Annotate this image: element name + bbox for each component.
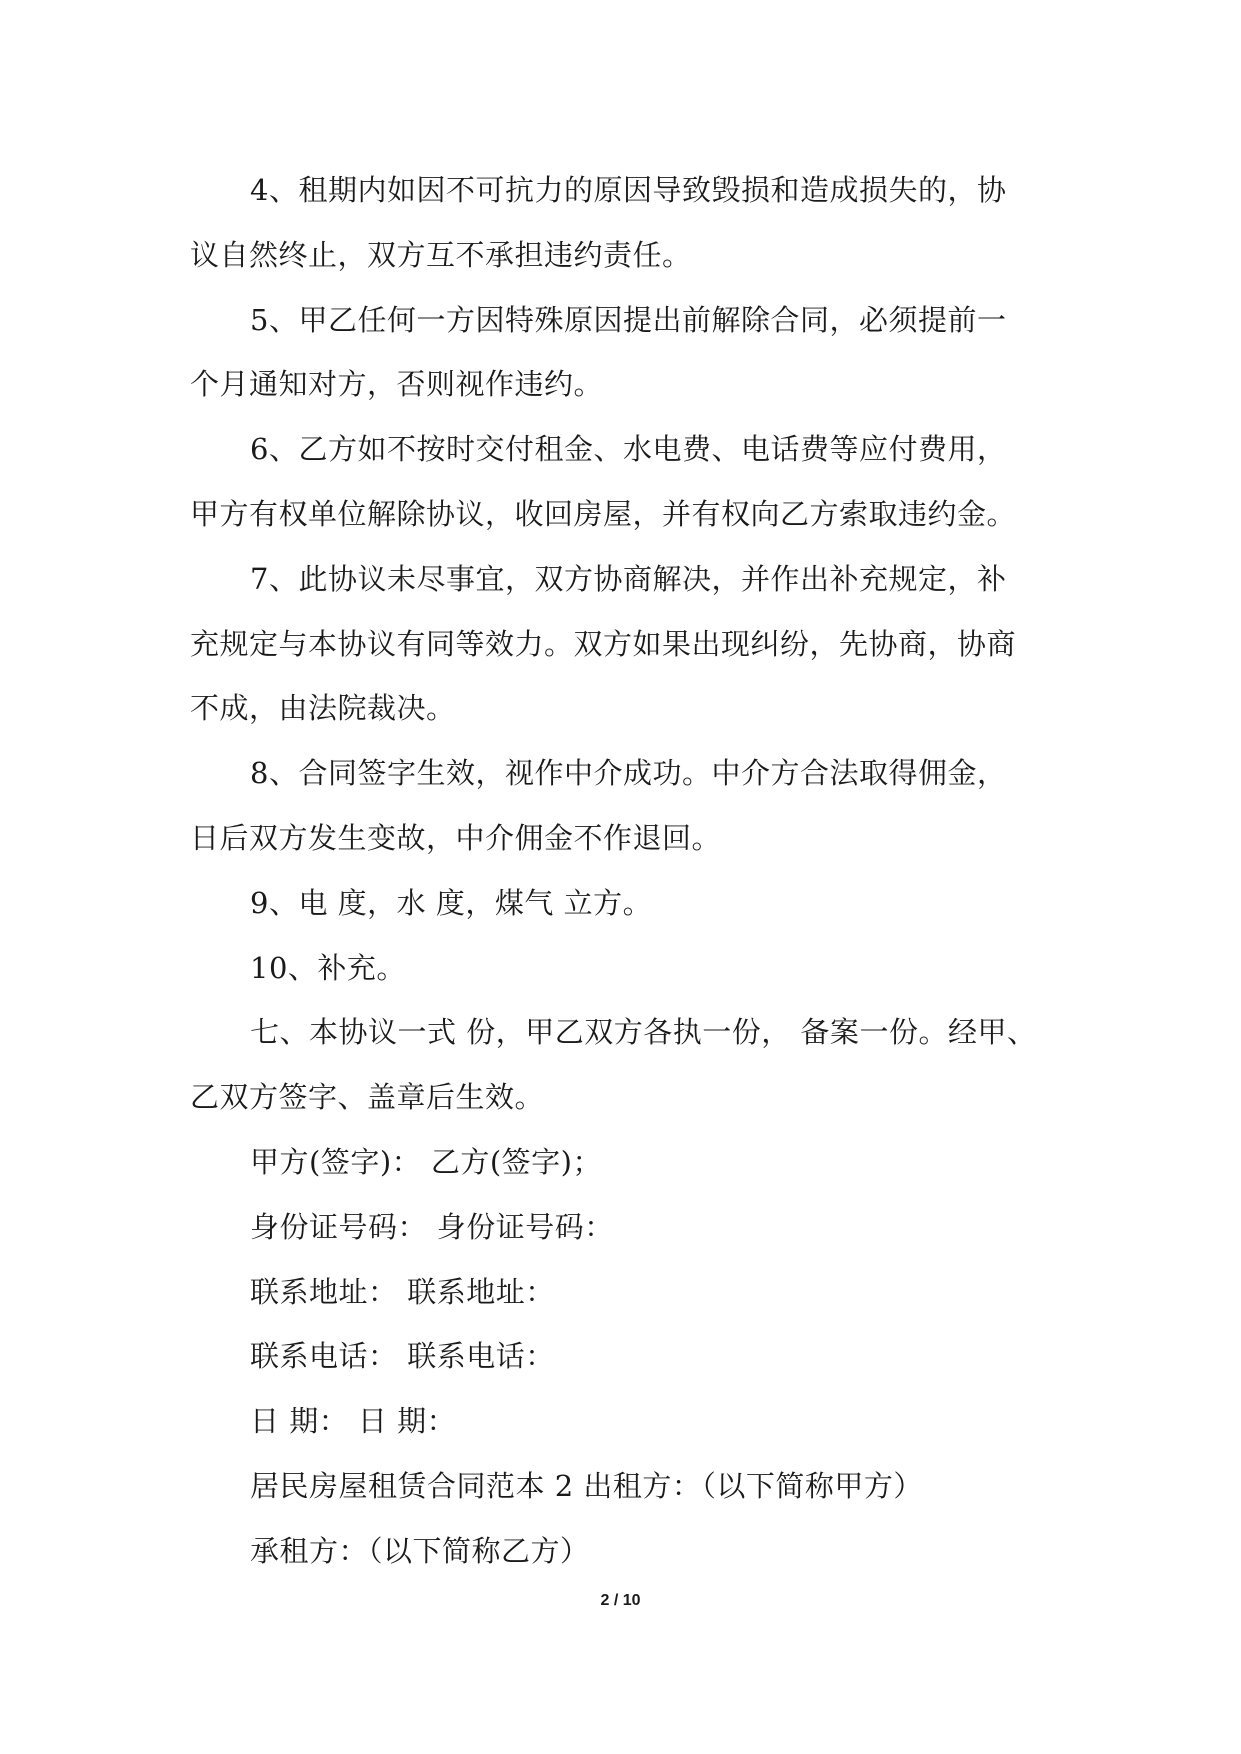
address-line: 联系地址： 联系地址： — [250, 1274, 555, 1309]
clause-7-line-2: 充规定与本协议有同等效力。双方如果出现纠纷，先协商，协商 — [190, 626, 1017, 661]
clause-5-line-1: 5、甲乙任何一方因特殊原因提出前解除合同，必须提前一 — [250, 302, 1007, 337]
clause-7-line-1: 7、此协议未尽事宜，双方协商解决，并作出补充规定，补 — [250, 561, 1007, 596]
clause-8-line-2: 日后双方发生变故，中介佣金不作退回。 — [190, 820, 722, 855]
signature-line: 甲方(签字)： 乙方(签字)； — [250, 1144, 602, 1179]
clause-5-line-2: 个月通知对方，否则视作违约。 — [190, 367, 604, 402]
phone-line: 联系电话： 联系电话： — [250, 1339, 555, 1374]
section-7-line-2: 乙双方签字、盖章后生效。 — [190, 1080, 545, 1115]
page-number: 2 / 10 — [600, 1592, 641, 1609]
clause-9-line: 9、电 度，水 度，煤气 立方。 — [250, 885, 653, 920]
tenant-line: 承租方：（以下简称乙方） — [250, 1533, 590, 1568]
clause-6-line-1: 6、乙方如不按时交付租金、水电费、电话费等应付费用， — [250, 432, 1007, 467]
clause-4-line-1: 4、租期内如因不可抗力的原因导致毁损和造成损失的，协 — [250, 173, 1007, 207]
date-line: 日 期： 日 期： — [250, 1404, 457, 1439]
clause-4-line-2: 议自然终止，双方互不承担违约责任。 — [190, 237, 692, 272]
section-7-line-1: 七、本协议一式 份，甲乙双方各执一份， 备案一份。经甲、 — [250, 1015, 1037, 1050]
clause-8-line-1: 8、合同签字生效，视作中介成功。中介方合法取得佣金， — [250, 756, 1007, 791]
document-body — [190, 158, 1060, 1584]
clause-7-line-3: 不成，由法院裁决。 — [190, 691, 456, 726]
clause-10-line: 10、补充。 — [250, 950, 406, 985]
id-number-line: 身份证号码： 身份证号码： — [250, 1209, 614, 1244]
contract-title-line: 居民房屋租赁合同范本 2 出租方：（以下简称甲方） — [250, 1468, 923, 1503]
clause-6-line-2: 甲方有权单位解除协议，收回房屋，并有权向乙方索取违约金。 — [190, 496, 1017, 531]
